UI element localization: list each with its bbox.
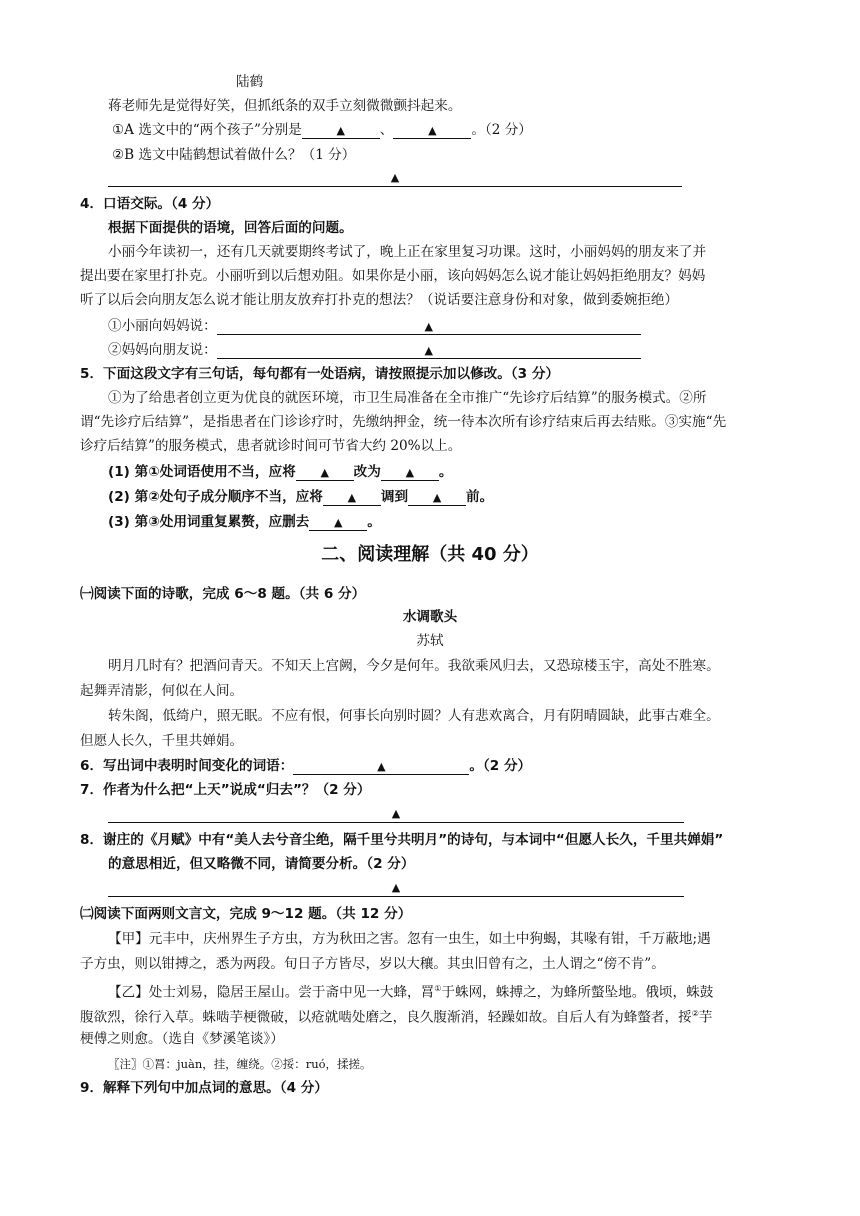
answer-blank[interactable] xyxy=(323,488,381,506)
answer-line[interactable] xyxy=(108,878,684,897)
answer-marker: ▲ xyxy=(432,491,442,504)
text-yi-fragment: 【乙】处士刘易，隐居王屋山。尝于斋中见一大蜂，罥 xyxy=(108,984,435,1001)
answer-line[interactable] xyxy=(108,804,684,823)
answer-label: ①小丽向妈妈说： xyxy=(108,318,217,334)
poem-line: 明月几时有？把酒问青天。不知天上宫阙，今夕是何年。我欲乘风归去，又恐琼楼玉宇，高处不胜寒。 xyxy=(108,658,720,674)
footnote-marker: ① xyxy=(434,984,442,993)
question-4-title: 4．口语交际。（4 分） xyxy=(80,196,220,212)
answer-marker: ▲ xyxy=(428,124,437,137)
question-6-suffix: 。（2 分） xyxy=(469,758,532,774)
text-yi-line: 梗傅之则愈。（选自《梦溪笔谈》） xyxy=(80,1031,284,1047)
question-1-suffix: 。（2 分） xyxy=(471,122,532,138)
passage-line: 谓“先诊疗后结算”，是指患者在门诊诊疗时，先缴纳押金，统一待本次所有诊疗结束后再去结账。③实施“先 xyxy=(80,414,727,430)
answer-marker: ▲ xyxy=(405,466,415,479)
question-8-line-1: 8．谢庄的《月赋》中有“美人去兮音尘绝，隔千里兮共明月”的诗句，与本词中“但愿人长久，千里共婵娟” xyxy=(80,832,724,848)
text-yi-line xyxy=(80,1004,712,1028)
text-yi-line xyxy=(108,979,713,1003)
period: 。 xyxy=(438,464,453,480)
answer-marker: ▲ xyxy=(347,491,357,504)
answer-marker: ▲ xyxy=(424,320,433,333)
subquestion-text: 改为 xyxy=(353,464,381,480)
quote-line: 蒋老师先是觉得好笑，但抓纸条的双手立刻微微颤抖起来。 xyxy=(108,98,462,114)
subquestion-text: (3) 第③处用词重复累赘，应删去 xyxy=(108,514,310,530)
answer-blank[interactable] xyxy=(381,463,439,481)
question-2-line: ②B 选文中陆鹤想试着做什么？（1 分） xyxy=(112,147,356,163)
poem-line: 转朱阁，低绮户，照无眠。不应有恨，何事长向别时圆？人有悲欢离合，月有阴晴圆缺，此事古难全。 xyxy=(108,708,720,724)
answer-marker: ▲ xyxy=(424,344,433,357)
poem-line: 但愿人长久，千里共婵娟。 xyxy=(80,733,244,749)
text-jia-line: 【甲】元丰中，庆州界生子方虫，方为秋田之害。忽有一虫生，如土中狗蝎，其喙有钳，千万蔽地;遇 xyxy=(108,931,711,947)
subquestion-2 xyxy=(108,487,493,507)
text-jia-line: 子方虫，则以钳搏之，悉为两段。旬日子方皆尽，岁以大穰。其虫旧曾有之，土人谓之“傍不肯”。 xyxy=(80,956,665,972)
context-line: 小丽今年读初一，还有几天就要期终考试了，晚上正在家里复习功课。这时，小丽妈妈的朋友来了并 xyxy=(108,244,707,260)
question-7: 7．作者为什么把“上天”说成“归去”？（2 分） xyxy=(80,782,371,798)
context-line: 听了以后会向朋友怎么说才能让朋友放弃打扑克的想法？（说话要注意身份和对象，做到委婉拒绝） xyxy=(80,292,679,308)
answer-marker: ▲ xyxy=(334,516,343,529)
text-yi-fragment: 于蛛网，蛛搏之，为蜂所螫坠地。俄顷，蛛鼓 xyxy=(441,984,714,1001)
footnote: 〖注〗①罥：juàn，挂，缠绕。②挼：ruó，揉搓。 xyxy=(108,1057,372,1071)
passage-line: 诊疗后结算”的服务模式，患者就诊时间可节省大约 20%以上。 xyxy=(80,438,462,454)
answer-label: ②妈妈向朋友说： xyxy=(108,342,217,358)
answer-line[interactable] xyxy=(108,168,682,187)
poem-title: 水调歌头 xyxy=(402,609,458,625)
subquestion-text: (1) 第①处词语使用不当，应将 xyxy=(108,464,296,480)
answer-blank[interactable] xyxy=(293,757,469,775)
subquestion-text: 调到 xyxy=(380,489,409,505)
answer-blank[interactable] xyxy=(408,488,466,506)
answer-marker: ▲ xyxy=(320,466,329,479)
answer-marker: ▲ xyxy=(377,760,386,773)
question-5-title: 5．下面这段文字有三句话，每句都有一处语病，请按照提示加以修改。（3 分） xyxy=(80,366,560,382)
answer-blank[interactable] xyxy=(217,341,641,359)
answer-row-1 xyxy=(108,316,641,336)
answer-marker: ▲ xyxy=(391,807,401,820)
answer-row-2 xyxy=(108,340,641,360)
poem-line: 起舞弄清影，何似在人间。 xyxy=(80,683,244,699)
question-9: 9．解释下列句中加点词的意思。（4 分） xyxy=(80,1080,328,1096)
answer-marker: ▲ xyxy=(390,171,400,184)
subquestion-text: 前。 xyxy=(466,489,494,505)
question-1-line xyxy=(112,120,532,140)
passage-line: ①为了给患者创立更为优良的就医环境，市卫生局准备在全市推广“先诊疗后结算”的服务模式。②所 xyxy=(108,390,707,406)
context-line: 提出要在家里打扑克。小丽听到以后想劝阻。如果你是小丽，该向妈妈怎么说才能让妈妈拒绝朋友？妈妈 xyxy=(80,268,706,284)
answer-marker: ▲ xyxy=(336,124,345,137)
question-6-prefix: 6．写出词中表明时间变化的词语： xyxy=(80,758,294,774)
question-1-prefix: ①A 选文中的“两个孩子”分别是 xyxy=(112,122,302,138)
subquestion-text: (2) 第②处句子成分顺序不当，应将 xyxy=(108,489,323,505)
question-8-line-2: 的意思相近，但又略微不同，请简要分析。（2 分） xyxy=(108,856,415,872)
poem-author: 苏轼 xyxy=(416,633,444,649)
subquestion-3 xyxy=(108,512,381,532)
text-yi-fragment: 腹欲烈，徐行入草。蛛啮芋梗微破，以疮就啮处磨之，良久腹渐消，轻躁如故。自后人有为蜂螫者，挼 xyxy=(80,1009,692,1026)
answer-blank[interactable] xyxy=(302,121,380,139)
classical-section-intro: ㈡阅读下面两则文言文，完成 9～12 题。（共 12 分） xyxy=(80,906,412,922)
question-6 xyxy=(80,756,531,776)
answer-marker: ▲ xyxy=(391,881,401,894)
question-4-instruction: 根据下面提供的语境，回答后面的问题。 xyxy=(108,220,353,236)
answer-blank[interactable] xyxy=(393,121,471,139)
footnote-marker: ② xyxy=(691,1009,699,1018)
subquestion-1 xyxy=(108,462,452,482)
question-1-separator: 、 xyxy=(379,122,394,138)
answer-blank[interactable] xyxy=(217,317,641,335)
period: 。 xyxy=(367,514,381,530)
text-yi-fragment: 芋 xyxy=(698,1009,713,1026)
character-name: 陆鹤 xyxy=(236,74,264,90)
section-heading: 二、阅读理解（共 40 分） xyxy=(321,544,539,565)
poem-section-intro: ㈠阅读下面的诗歌，完成 6～8 题。（共 6 分） xyxy=(80,586,366,602)
answer-blank[interactable] xyxy=(309,513,367,531)
answer-blank[interactable] xyxy=(296,463,354,481)
